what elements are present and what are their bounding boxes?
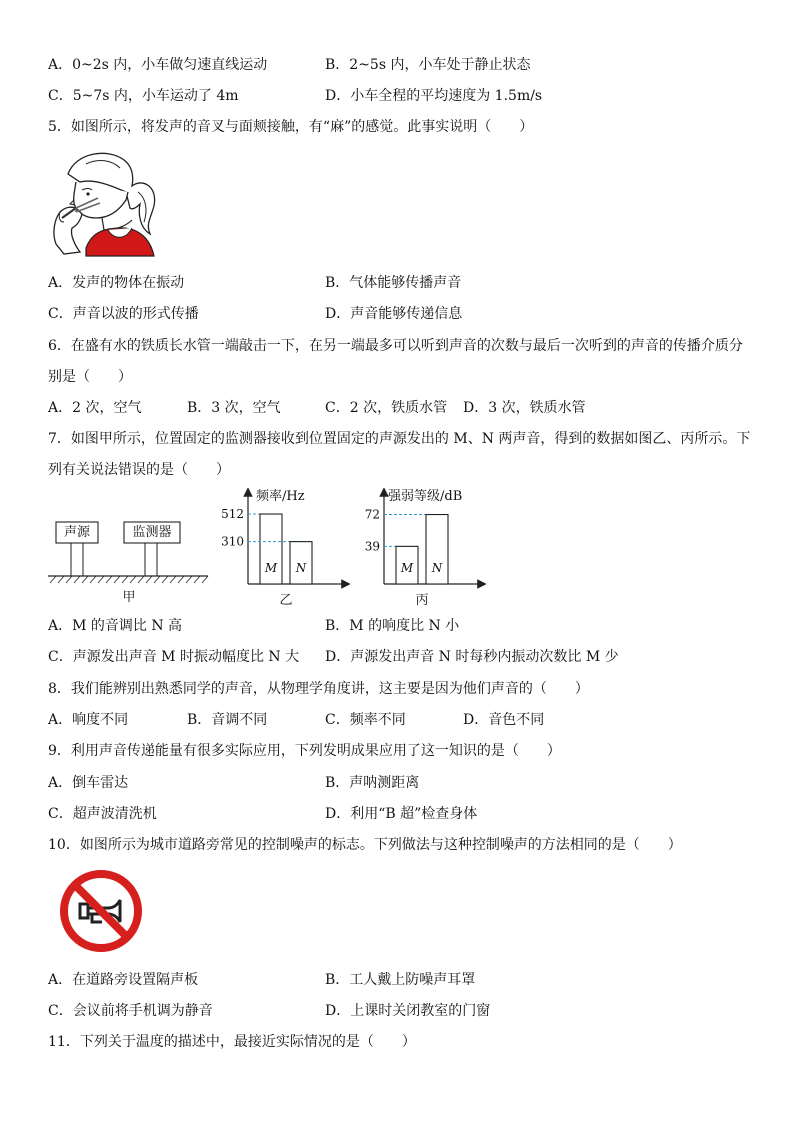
q10-option-d: D．上课时关闭教室的门窗 (325, 1003, 491, 1019)
q9-option-a: A．倒车雷达 (48, 775, 129, 791)
bar-label-m: M (400, 561, 414, 575)
chart-yi-caption: 乙 (279, 593, 293, 608)
q4-option-b: B．2~5s 内，小车处于静止状态 (325, 57, 531, 73)
q6-option-a: A．2 次，空气 (48, 400, 142, 416)
source-label: 声源 (63, 525, 90, 540)
q4-option-c: C．5~7s 内，小车运动了 4m (48, 88, 239, 104)
q11-stem: 11．下列关于温度的描述中，最接近实际情况的是（ ） (48, 1034, 416, 1050)
q6-stem-line2: 别是（ ） (48, 369, 132, 385)
q5-option-b: B．气体能够传播声音 (325, 275, 462, 291)
q4-option-a: A．0~2s 内，小车做匀速直线运动 (48, 57, 268, 73)
q8-option-a: A．响度不同 (48, 712, 129, 728)
q7-option-a: A．M 的音调比 N 高 (48, 618, 183, 634)
monitor-label: 监测器 (132, 525, 172, 540)
q7-option-b: B．M 的响度比 N 小 (325, 618, 460, 634)
figure-jia-caption: 甲 (122, 590, 136, 605)
q10-option-c: C．会议前将手机调为静音 (48, 1003, 213, 1019)
q10-option-a: A．在道路旁设置隔声板 (48, 972, 199, 988)
q8-option-d: D．音色不同 (463, 712, 545, 728)
q9-option-d: D．利用“B 超”检查身体 (325, 806, 478, 822)
q7-option-d: D．声源发出声音 N 时每秒内振动次数比 M 少 (325, 649, 619, 665)
q5-option-c: C．声音以波的形式传播 (48, 306, 199, 322)
q9-option-b: B．声呐测距离 (325, 775, 420, 791)
chart-bing (358, 488, 486, 610)
chart-bing-caption: 丙 (415, 593, 429, 608)
q6-option-d: D．3 次，铁质水管 (463, 400, 586, 416)
y-tick-label: 39 (364, 539, 380, 554)
q9-stem: 9．利用声音传递能量有很多实际应用，下列发明成果应用了这一知识的是（ ） (48, 743, 561, 759)
q7-stem-line1: 7．如图甲所示，位置固定的监测器接收到位置固定的声源发出的 M、N 两声音，得到的数据如图乙、丙所示。下 (48, 431, 751, 447)
q5-option-a: A．发声的物体在振动 (48, 275, 185, 291)
q5-stem: 5．如图所示，将发声的音叉与面颊接触，有“麻”的感觉。此事实说明（ ） (48, 119, 534, 135)
figure-jia (44, 515, 214, 610)
q6-option-b: B．3 次，空气 (187, 400, 281, 416)
q7-option-c: C．声源发出声音 M 时振动幅度比 N 大 (48, 649, 300, 665)
ground-hatching (50, 576, 208, 583)
q8-option-c: C．频率不同 (325, 712, 406, 728)
q10-stem: 10．如图所示为城市道路旁常见的控制噪声的标志。下列做法与这种控制噪声的方法相同的是（ ） (48, 837, 682, 853)
q10-option-b: B．工人戴上防噪声耳罩 (325, 972, 476, 988)
chart-yi-ylabel: 频率/Hz (256, 489, 305, 504)
chart-bing-ylabel: 强弱等级/dB (388, 489, 463, 504)
chart-yi (222, 488, 350, 610)
q8-stem: 8．我们能辨别出熟悉同学的声音，从物理学角度讲，这主要是因为他们声音的（ ） (48, 681, 589, 697)
q5-option-d: D．声音能够传递信息 (325, 306, 463, 322)
bar-label-n: N (431, 561, 443, 575)
q6-stem-line1: 6．在盛有水的铁质长水管一端敲击一下，在另一端最多可以听到声音的次数与最后一次听到的声音的传播介质分 (48, 338, 743, 354)
q9-option-c: C．超声波清洗机 (48, 806, 157, 822)
q4-option-d: D．小车全程的平均速度为 1.5m/s (325, 88, 543, 104)
q6-option-c: C．2 次，铁质水管 (325, 400, 448, 416)
y-tick-label: 512 (222, 507, 244, 522)
bar-label-m: M (264, 561, 278, 575)
tuning-fork-illustration (46, 148, 164, 262)
q7-stem-line2: 列有关说法错误的是（ ） (48, 462, 230, 478)
no-honking-sign-icon (58, 868, 144, 958)
y-tick-label: 310 (222, 534, 244, 549)
bar-label-n: N (295, 561, 307, 575)
q8-option-b: B．音调不同 (187, 712, 268, 728)
y-tick-label: 72 (364, 507, 380, 522)
